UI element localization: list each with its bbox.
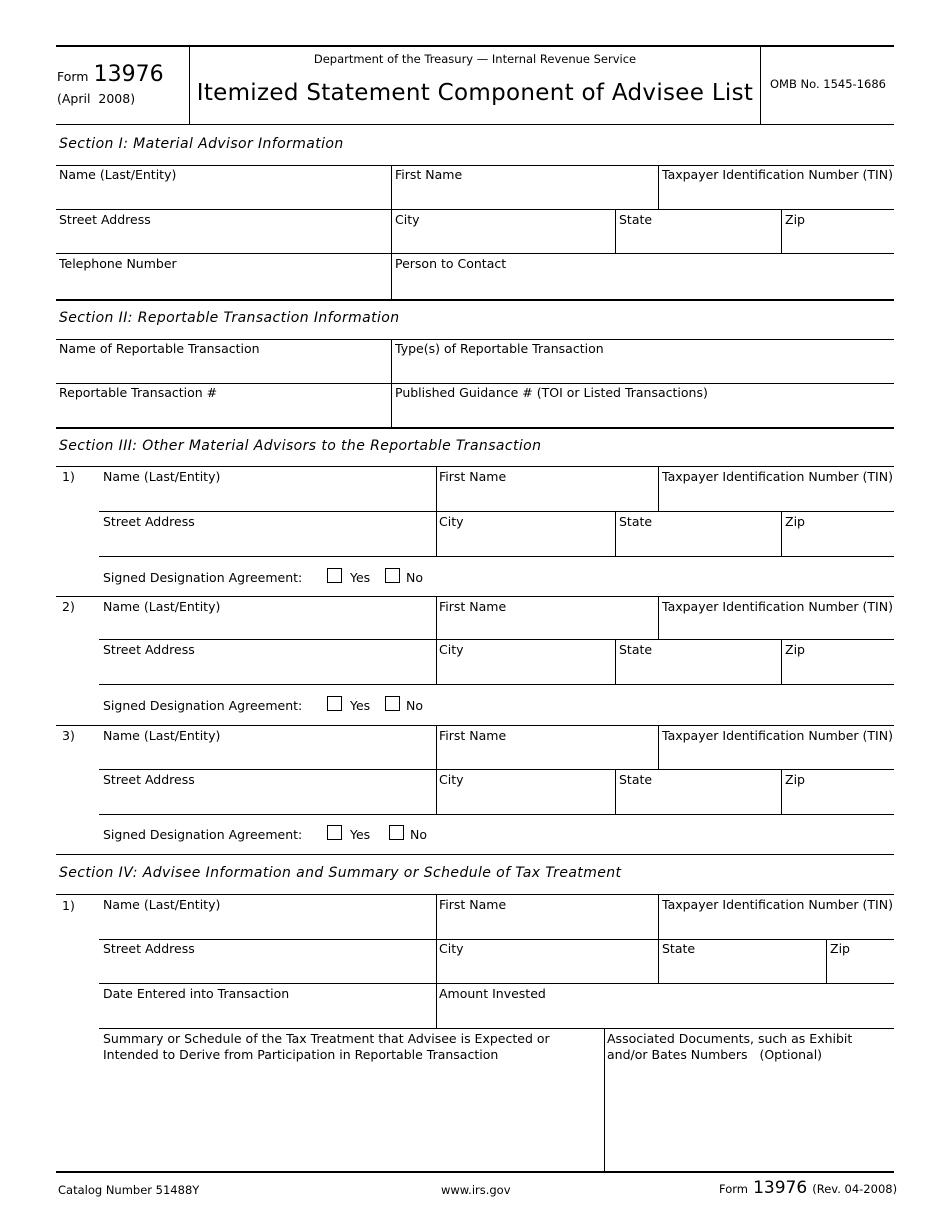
s4-city-label: City	[439, 941, 464, 956]
s3-e2-first-name-label: First Name	[439, 599, 507, 614]
s3-e1-state-field[interactable]	[617, 530, 780, 555]
s3-e2-city-label: City	[439, 642, 464, 657]
s2-types-field[interactable]	[393, 357, 894, 382]
form-number: 13976	[93, 62, 164, 87]
footer-form-word: Form	[719, 1182, 748, 1196]
s3-e1-tin-label: Taxpayer Identification Number (TIN)	[662, 469, 893, 484]
s3-e1-rule-bot	[99, 556, 894, 557]
footer-form-id	[719, 1178, 897, 1198]
s1-phone-label: Telephone Number	[59, 256, 177, 271]
s1-zip-field[interactable]	[783, 228, 894, 252]
s1-rule-3	[56, 253, 894, 254]
s1-tin-label: Taxpayer Identification Number (TIN)	[662, 167, 893, 182]
s3-e1-state-label: State	[619, 514, 653, 529]
s3-e2-yes-label: Yes	[350, 698, 371, 713]
s2-rule-2	[56, 383, 894, 384]
s4-vline-2	[658, 895, 659, 983]
s1-phone-field[interactable]	[57, 272, 390, 298]
s3-e2-zip-field[interactable]	[783, 658, 894, 683]
s3-e3-first-name-field[interactable]	[438, 744, 657, 768]
s3-e1-first-name-field[interactable]	[438, 485, 657, 510]
s4-tin-label: Taxpayer Identification Number (TIN)	[662, 897, 893, 912]
s1-first-name-label: First Name	[395, 167, 463, 182]
form-id-block	[57, 62, 164, 87]
s2-number-field[interactable]	[57, 401, 390, 426]
s4-number: 1)	[62, 898, 75, 913]
s3-e1-name-field[interactable]	[101, 485, 435, 510]
s1-rule-4	[56, 299, 894, 301]
catalog-number: Catalog Number 51488Y	[58, 1183, 200, 1197]
s4-state-field[interactable]	[660, 957, 825, 982]
s1-rule-1	[56, 165, 894, 166]
s3-e3-rule-bot	[99, 814, 894, 815]
department-label: Department of the Treasury — Internal Revenue Service	[313, 52, 637, 66]
s4-date-field[interactable]	[101, 1002, 435, 1027]
s3-e2-tin-label: Taxpayer Identification Number (TIN)	[662, 599, 893, 614]
s3-e1-zip-field[interactable]	[783, 530, 894, 555]
s1-contact-field[interactable]	[393, 272, 894, 298]
s3-e2-signed-label: Signed Designation Agreement:	[103, 698, 303, 713]
s3-e1-name-label: Name (Last/Entity)	[103, 469, 221, 484]
s3-e3-yes-label: Yes	[350, 827, 371, 842]
s4-rule-2	[99, 939, 894, 940]
header-top-rule	[56, 45, 894, 47]
s4-rule-4	[99, 1028, 894, 1029]
s4-amount-label: Amount Invested	[439, 986, 546, 1001]
s3-e3-signed-label: Signed Designation Agreement:	[103, 827, 303, 842]
s3-e1-city-label: City	[439, 514, 464, 529]
section-4-title: Section IV: Advisee Information and Summary or Schedule of Tax Treatment	[59, 865, 622, 881]
s3-e2-yes-checkbox[interactable]	[327, 696, 342, 711]
s3-e1-no-checkbox[interactable]	[385, 568, 400, 583]
s1-rule-2	[56, 209, 894, 210]
s1-contact-label: Person to Contact	[395, 256, 507, 271]
s3-e2-name-label: Name (Last/Entity)	[103, 599, 221, 614]
s3-e1-yes-label: Yes	[350, 570, 371, 585]
s3-e3-zip-field[interactable]	[783, 788, 894, 813]
irs-website: www.irs.gov	[441, 1183, 511, 1197]
s4-street-field[interactable]	[101, 957, 435, 982]
s2-vline-1	[391, 340, 392, 428]
s3-e2-no-label: No	[406, 698, 423, 713]
s4-docs-field[interactable]	[606, 1066, 894, 1170]
s3-e3-state-label: State	[619, 772, 653, 787]
s4-name-label: Name (Last/Entity)	[103, 897, 221, 912]
s3-e2-vline-3	[615, 640, 616, 684]
s3-e2-vline-1	[436, 597, 437, 684]
s3-e1-rule-top	[56, 466, 894, 467]
s2-types-label: Type(s) of Reportable Transaction	[395, 341, 604, 356]
form-revision-date: (April 2008)	[57, 91, 136, 106]
s3-e3-vline-4	[781, 770, 782, 814]
s4-vline-4	[604, 1029, 605, 1172]
s3-e3-vline-3	[615, 770, 616, 814]
header-divider-right	[760, 46, 761, 124]
s4-name-field[interactable]	[101, 913, 435, 938]
s3-e1-street-label: Street Address	[103, 514, 195, 529]
s3-e2-state-label: State	[619, 642, 653, 657]
s3-e2-city-field[interactable]	[438, 658, 614, 683]
s3-e2-no-checkbox[interactable]	[385, 696, 400, 711]
s4-amount-field[interactable]	[438, 1002, 894, 1027]
s3-e1-number: 1)	[62, 469, 75, 484]
s3-e3-name-label: Name (Last/Entity)	[103, 728, 221, 743]
s1-vline-3	[615, 210, 616, 253]
s3-e2-zip-label: Zip	[785, 642, 805, 657]
s3-e1-vline-4	[781, 512, 782, 556]
s3-e2-tin-field[interactable]	[660, 615, 894, 638]
s2-name-label: Name of Reportable Transaction	[59, 341, 260, 356]
s3-e3-no-checkbox[interactable]	[389, 825, 404, 840]
s3-e1-no-label: No	[406, 570, 423, 585]
form-word: Form	[57, 69, 89, 84]
s3-e3-vline-2	[658, 726, 659, 769]
s3-e3-city-label: City	[439, 772, 464, 787]
s3-e3-first-name-label: First Name	[439, 728, 507, 743]
s1-state-field[interactable]	[617, 228, 780, 252]
s3-e1-vline-2	[658, 467, 659, 511]
s4-date-label: Date Entered into Transaction	[103, 986, 290, 1001]
s2-guidance-label: Published Guidance # (TOI or Listed Transactions)	[395, 385, 708, 400]
section-1-title: Section I: Material Advisor Information	[59, 136, 344, 152]
s3-e3-tin-label: Taxpayer Identification Number (TIN)	[662, 728, 893, 743]
s3-e2-name-field[interactable]	[101, 615, 435, 638]
s1-name-field[interactable]	[57, 183, 390, 208]
footer-rule	[56, 1171, 894, 1173]
s3-e2-first-name-field[interactable]	[438, 615, 657, 638]
s2-guidance-field[interactable]	[393, 401, 894, 426]
s2-rule-3	[56, 427, 894, 429]
s3-e3-vline-1	[436, 726, 437, 814]
s3-e3-rule-mid	[99, 769, 894, 770]
s4-docs-label-line1: Associated Documents, such as Exhibit	[607, 1031, 853, 1046]
s2-number-label: Reportable Transaction #	[59, 385, 218, 400]
s3-e3-tin-field[interactable]	[660, 744, 894, 768]
s1-state-label: State	[619, 212, 653, 227]
s3-e1-zip-label: Zip	[785, 514, 805, 529]
s1-first-name-field[interactable]	[393, 183, 657, 208]
s4-rule-3	[99, 983, 894, 984]
s1-tin-field[interactable]	[660, 183, 894, 208]
s1-zip-label: Zip	[785, 212, 805, 227]
s4-tin-field[interactable]	[660, 913, 894, 938]
s4-summary-label-line2: Intended to Derive from Participation in Reportable Transaction	[103, 1047, 499, 1062]
s3-e3-rule-top	[56, 725, 894, 726]
section-3-title: Section III: Other Material Advisors to the Reportable Transaction	[59, 438, 542, 454]
s3-e1-tin-field[interactable]	[660, 485, 894, 510]
s3-e1-signed-label: Signed Designation Agreement:	[103, 570, 303, 585]
s2-rule-1	[56, 339, 894, 340]
s4-city-field[interactable]	[438, 957, 657, 982]
s4-state-label: State	[662, 941, 696, 956]
s1-vline-1	[391, 166, 392, 300]
s4-zip-field[interactable]	[828, 957, 894, 982]
s3-e1-rule-mid	[99, 511, 894, 512]
s4-rule-1	[56, 894, 894, 895]
footer-form-number: 13976	[753, 1178, 808, 1198]
s3-e3-state-field[interactable]	[617, 788, 780, 813]
omb-number: OMB No. 1545-1686	[770, 77, 886, 91]
s3-e2-street-label: Street Address	[103, 642, 195, 657]
s1-city-label: City	[395, 212, 420, 227]
s4-vline-1	[436, 895, 437, 1028]
s4-street-label: Street Address	[103, 941, 195, 956]
s4-summary-field[interactable]	[101, 1066, 603, 1170]
s3-e1-first-name-label: First Name	[439, 469, 507, 484]
s3-e2-rule-top	[56, 596, 894, 597]
s4-zip-label: Zip	[830, 941, 850, 956]
s4-docs-label-line2: and/or Bates Numbers (Optional)	[607, 1047, 823, 1062]
s3-e3-city-field[interactable]	[438, 788, 614, 813]
s1-city-field[interactable]	[393, 228, 614, 252]
s3-rule-end	[56, 854, 894, 855]
footer-revision: (Rev. 04-2008)	[812, 1182, 898, 1196]
s4-first-name-label: First Name	[439, 897, 507, 912]
s3-e1-vline-3	[615, 512, 616, 556]
s3-e3-name-field[interactable]	[101, 744, 435, 768]
s1-vline-4	[781, 210, 782, 253]
s3-e1-yes-checkbox[interactable]	[327, 568, 342, 583]
s3-e1-vline-1	[436, 467, 437, 556]
s3-e3-street-label: Street Address	[103, 772, 195, 787]
s4-first-name-field[interactable]	[438, 913, 657, 938]
s3-e3-no-label: No	[410, 827, 427, 842]
s3-e3-street-field[interactable]	[101, 788, 435, 813]
s3-e3-yes-checkbox[interactable]	[327, 825, 342, 840]
s3-e2-number: 2)	[62, 599, 75, 614]
header-bottom-rule	[56, 124, 894, 125]
s1-street-label: Street Address	[59, 212, 151, 227]
s1-street-field[interactable]	[57, 228, 390, 252]
form-title: Itemized Statement Component of Advisee List	[196, 80, 754, 106]
s3-e3-number: 3)	[62, 728, 75, 743]
s3-e2-vline-2	[658, 597, 659, 639]
s2-name-field[interactable]	[57, 357, 390, 382]
s3-e1-city-field[interactable]	[438, 530, 614, 555]
s1-vline-2	[658, 166, 659, 209]
s3-e3-zip-label: Zip	[785, 772, 805, 787]
section-2-title: Section II: Reportable Transaction Information	[59, 310, 400, 326]
s1-name-label: Name (Last/Entity)	[59, 167, 177, 182]
s3-e2-rule-bot	[99, 684, 894, 685]
s3-e2-street-field[interactable]	[101, 658, 435, 683]
s3-e2-state-field[interactable]	[617, 658, 780, 683]
s4-vline-3	[826, 940, 827, 983]
s3-e2-vline-4	[781, 640, 782, 684]
s4-summary-label-line1: Summary or Schedule of the Tax Treatment that Advisee is Expected or	[103, 1031, 550, 1046]
s3-e1-street-field[interactable]	[101, 530, 435, 555]
s3-e2-rule-mid	[99, 639, 894, 640]
